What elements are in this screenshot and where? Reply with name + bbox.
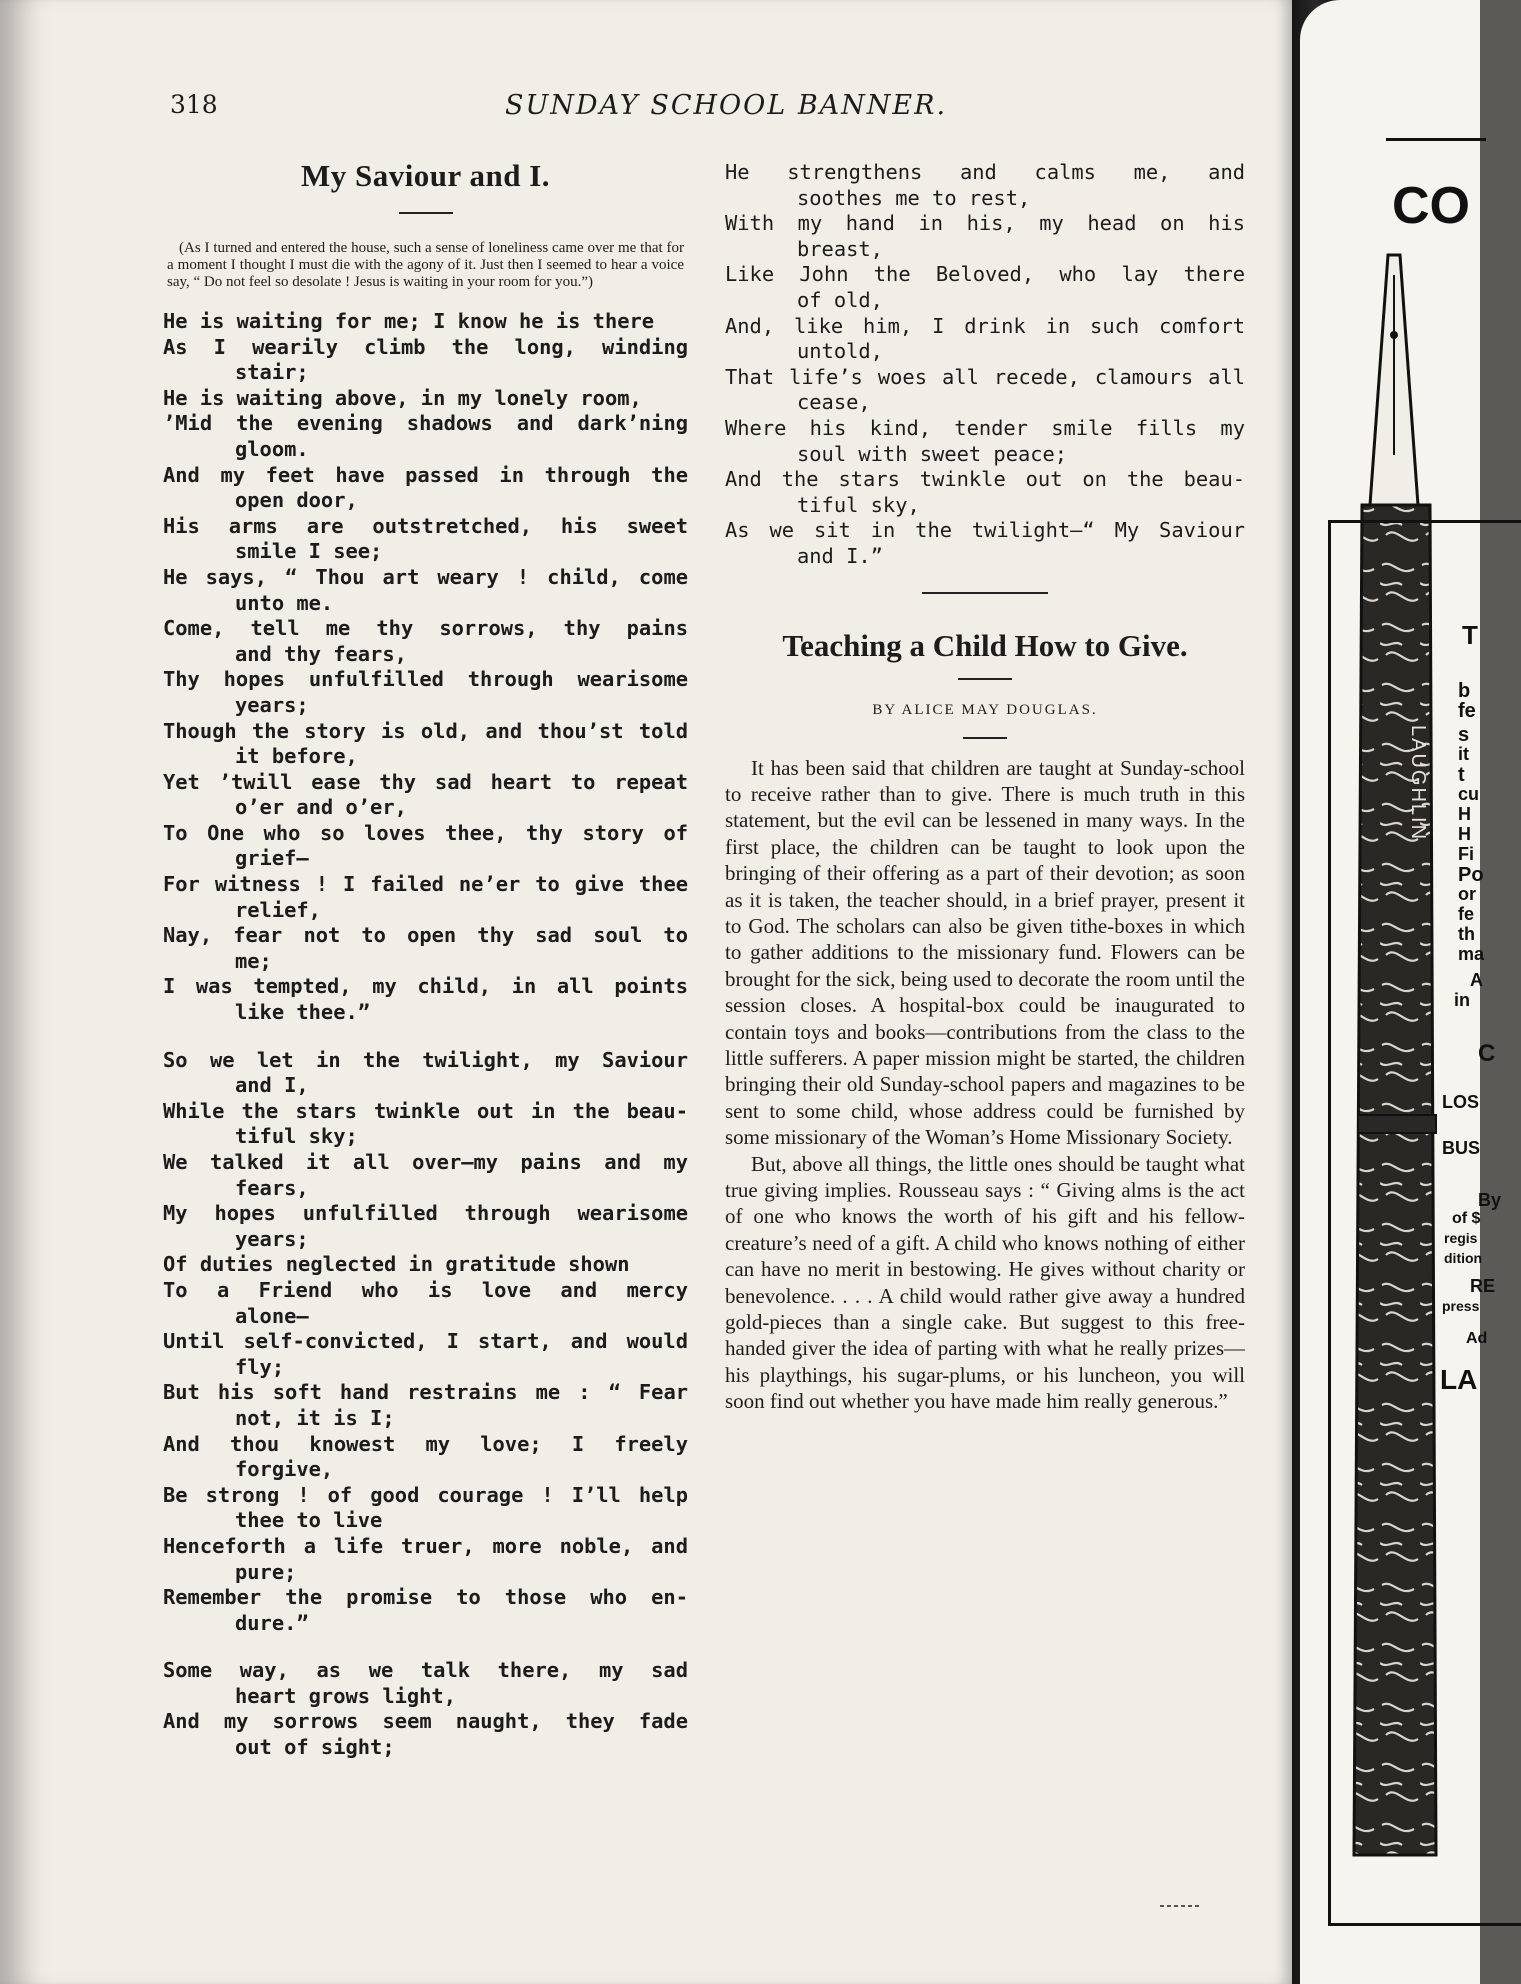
running-head bbox=[170, 90, 950, 130]
ad-text-fragment: press bbox=[1442, 1298, 1480, 1314]
verse-line-continuation: and I, bbox=[235, 1073, 309, 1098]
verse-line: He is waiting above, in my lonely room, bbox=[163, 385, 642, 410]
verse-line: Nay, fear not to open thy sad soul to bbox=[163, 923, 688, 948]
ad-text-fragment: Ad bbox=[1466, 1330, 1488, 1347]
verse-line: Some way, as we talk there, my sad bbox=[163, 1658, 688, 1683]
article-byline: BY ALICE MAY DOUGLAS. bbox=[872, 701, 1098, 718]
verse-line: Though the story is old, and thou’st told bbox=[163, 718, 688, 743]
verse-line: Where his kind, tender smile fills my bbox=[725, 415, 1245, 440]
verse-line: Until self-convicted, I start, and would bbox=[163, 1329, 688, 1354]
verse-line-continuation: soul with sweet peace; bbox=[797, 441, 1068, 466]
verse-line-continuation: forgive, bbox=[235, 1457, 334, 1482]
poem-intro-note: (As I turned and entered the house, such a sense of loneliness came over me that for a moment I thought I must die with the agony of it. Just then I seemed to hear a voice say, “ Do not feel so desolate ! Jesus is waiting in your room for you.”) bbox=[167, 240, 684, 290]
ad-text-fragment: s bbox=[1458, 724, 1470, 746]
verse-line: We talked it all over—my pains and my bbox=[163, 1150, 688, 1174]
verse-line: Henceforth a life truer, more noble, and bbox=[163, 1533, 688, 1558]
verse-line: And, like him, I drink in such comfort bbox=[725, 313, 1245, 338]
verse-line-continuation: alone— bbox=[235, 1303, 309, 1328]
verse-line: ’Mid the evening shadows and dark’ning bbox=[163, 411, 688, 436]
advertisement-page bbox=[1300, 0, 1502, 1984]
verse-line: To a Friend who is love and mercy bbox=[163, 1277, 688, 1302]
byline-rule bbox=[963, 737, 1007, 739]
verse-line: That life’s woes all recede, clamours all bbox=[725, 364, 1245, 389]
left-column bbox=[163, 158, 688, 1783]
ad-text-fragment: A bbox=[1470, 970, 1483, 990]
ad-frame bbox=[1328, 520, 1521, 1926]
verse-line-continuation: grief— bbox=[235, 846, 309, 871]
verse-line: He strengthens and calms me, and bbox=[725, 160, 1245, 184]
verse-line: For witness ! I failed ne’er to give thee bbox=[163, 872, 688, 897]
verse-line-continuation: and thy fears, bbox=[235, 641, 407, 666]
verse-line: Come, tell me thy sorrows, thy pains bbox=[163, 616, 688, 641]
verse-line-continuation: dure.” bbox=[235, 1610, 309, 1635]
article-paragraph-2: But, above all things, the little ones should be taught what true giving implies. Rousseau says : “ Giving alms is the act of one who knows the worth of his gift and his fellow-creature’s need of a gift. A child who knows nothing of either can have no merit in bestowing. He gives without charity or benevolence. . . . A child would rather give away a hundred gold-pieces than a single cake. But suggest to this free-handed giver the idea of parting with what he really prizes—his playthings, his sugar-plums, or his luncheon, you will soon find out whether you have made him really generous.” bbox=[725, 1151, 1245, 1414]
verse-line-continuation: gloom. bbox=[235, 436, 309, 461]
ad-text-fragment: RE bbox=[1470, 1276, 1496, 1296]
ad-text-fragment: dition bbox=[1444, 1250, 1483, 1266]
verse-line-continuation: out of sight; bbox=[235, 1735, 395, 1760]
verse-line-continuation: fly; bbox=[235, 1354, 285, 1379]
verse-line: Like John the Beloved, who lay there bbox=[725, 262, 1245, 287]
ad-text-fragment: fe bbox=[1458, 904, 1475, 924]
verse-line: Yet ’twill ease thy sad heart to repeat bbox=[163, 769, 688, 794]
verse-line: My hopes unfulfilled through wearisome bbox=[163, 1201, 688, 1226]
verse-line-continuation: unto me. bbox=[235, 590, 334, 615]
verse-line: While the stars twinkle out in the beau- bbox=[163, 1098, 688, 1123]
article-paragraph-1: It has been said that children are taught at Sunday-school to receive rather than to give. There is much truth in this statement, but the evil can be lessened in many ways. In the first place, the children can be taught to look upon the bringing of their offering as a part of their devotion; as soon as it is taken, the teacher should, in a brief prayer, present it to God. The scholars can also be given tithe-boxes in which to gather additions to the missionary fund. Flowers can be brought for the sick, being used to decorate the room until the session closes. A hospital-box could be inaugurated to contain toys and books—contributions from the class to the little sufferers. A paper mission might be started, the children bringing their old Sunday-school papers and magazines to be sent to some child, whose address could be furnished by some missionary of the Woman’s Home Missionary Society. bbox=[725, 755, 1245, 1150]
verse-line-continuation: like thee.” bbox=[235, 1000, 371, 1025]
verse-line: And the stars twinkle out on the beau- bbox=[725, 467, 1245, 492]
ad-text-fragment: t bbox=[1458, 764, 1465, 786]
ad-text-fragment: By bbox=[1478, 1190, 1502, 1210]
ad-text-fragment: C bbox=[1478, 1040, 1496, 1067]
verse-line-continuation: breast, bbox=[797, 236, 883, 261]
verse-line: Thy hopes unfulfilled through wearisome bbox=[163, 667, 688, 692]
poem-stanza bbox=[163, 309, 688, 1026]
verse-line-continuation: me; bbox=[235, 948, 272, 973]
title-rule bbox=[399, 212, 453, 214]
ad-text-fragment: LOS bbox=[1442, 1092, 1480, 1112]
verse-line-continuation: it before, bbox=[235, 744, 358, 769]
ad-text-fragment: LA bbox=[1440, 1364, 1478, 1395]
verse-line: Of duties neglected in gratitude shown bbox=[163, 1252, 630, 1277]
verse-line-continuation: of old, bbox=[797, 287, 883, 312]
verse-line-continuation: open door, bbox=[235, 488, 358, 513]
verse-line-continuation: soothes me to rest, bbox=[797, 185, 1031, 210]
ad-text-fragment: regis bbox=[1444, 1230, 1478, 1246]
ad-top-rule bbox=[1386, 138, 1486, 141]
section-divider bbox=[922, 592, 1048, 594]
verse-line-continuation: stair; bbox=[235, 360, 309, 385]
ad-text-fragment: ma bbox=[1458, 944, 1485, 964]
ad-text-fragment: it bbox=[1458, 744, 1469, 764]
article-title: Teaching a Child How to Give. bbox=[782, 627, 1188, 663]
ad-text-fragment: of $ bbox=[1452, 1210, 1481, 1227]
verse-line: He is waiting for me; I know he is there bbox=[163, 309, 655, 333]
verse-line: As we sit in the twilight—“ My Saviour bbox=[725, 518, 1245, 543]
verse-line-continuation: years; bbox=[235, 1226, 309, 1251]
verse-line-continuation: heart grows light, bbox=[235, 1683, 456, 1708]
poem-stanza-continued bbox=[725, 160, 1245, 570]
verse-line-continuation: relief, bbox=[235, 897, 321, 922]
poem-title: My Saviour and I. bbox=[300, 158, 551, 193]
ad-text-fragment: Po bbox=[1458, 864, 1484, 886]
verse-line: I was tempted, my child, in all points bbox=[163, 974, 688, 999]
verse-line: And my feet have passed in through the bbox=[163, 462, 688, 487]
ad-text-fragment: b bbox=[1458, 680, 1471, 702]
verse-line: And my sorrows seem naught, they fade bbox=[163, 1709, 688, 1734]
verse-line-continuation: thee to live bbox=[235, 1508, 383, 1533]
verse-line: And thou knowest my love; I freely bbox=[163, 1431, 688, 1456]
verse-line-continuation: fears, bbox=[235, 1175, 309, 1200]
page-number: 318 bbox=[170, 90, 218, 119]
ad-text-fragment: H bbox=[1458, 824, 1471, 844]
ad-text-fragment: H bbox=[1458, 804, 1471, 824]
verse-line: Remember the promise to those who en- bbox=[163, 1585, 688, 1610]
verse-line: To One who so loves thee, thy story of bbox=[163, 820, 688, 845]
ad-text-fragment: BUS bbox=[1442, 1138, 1481, 1158]
poem-stanzas-left bbox=[163, 309, 688, 1761]
pen-imprint: LAUGHLIN bbox=[1407, 725, 1429, 842]
ad-text-fragment: th bbox=[1458, 924, 1475, 944]
verse-line: As I wearily climb the long, winding bbox=[163, 334, 688, 359]
poem-stanza bbox=[163, 1048, 688, 1637]
ad-text-fragment: Fi bbox=[1458, 844, 1474, 864]
verse-line-continuation: pure; bbox=[235, 1559, 297, 1584]
ad-text-fragment: or bbox=[1458, 884, 1476, 904]
right-column bbox=[725, 160, 1245, 1415]
verse-line-continuation: o’er and o’er, bbox=[235, 795, 407, 820]
ad-text-fragment: T bbox=[1462, 620, 1478, 650]
verse-line-continuation: tiful sky, bbox=[797, 492, 920, 517]
verse-line-continuation: not, it is I; bbox=[235, 1405, 395, 1430]
ad-text-fragment: in bbox=[1454, 990, 1470, 1010]
verse-line: With my hand in his, my head on his bbox=[725, 211, 1245, 236]
verse-line-continuation: years; bbox=[235, 692, 309, 717]
verse-line: His arms are outstretched, his sweet bbox=[163, 513, 688, 538]
ad-headline: CO bbox=[1392, 177, 1470, 235]
verse-line-continuation: untold, bbox=[797, 339, 883, 364]
verse-line: So we let in the twilight, my Saviour bbox=[163, 1047, 688, 1072]
verse-line-continuation: cease, bbox=[797, 390, 871, 415]
verse-line: Be strong ! of good courage ! I’ll help bbox=[163, 1482, 688, 1507]
ad-text-fragment: cu bbox=[1458, 784, 1480, 804]
poem-stanza bbox=[163, 1658, 688, 1760]
running-title: SUNDAY SCHOOL BANNER. bbox=[505, 90, 948, 121]
verse-line: But his soft hand restrains me : “ Fear bbox=[163, 1380, 688, 1405]
verse-line: He says, “ Thou art weary ! child, come bbox=[163, 564, 688, 589]
printer-mark bbox=[1160, 1905, 1200, 1907]
verse-line-continuation: and I.” bbox=[797, 543, 883, 568]
verse-line-continuation: smile I see; bbox=[235, 539, 383, 564]
ad-text-fragment: fe bbox=[1458, 700, 1476, 722]
article-title-rule bbox=[958, 678, 1012, 680]
verse-line-continuation: tiful sky; bbox=[235, 1124, 358, 1149]
